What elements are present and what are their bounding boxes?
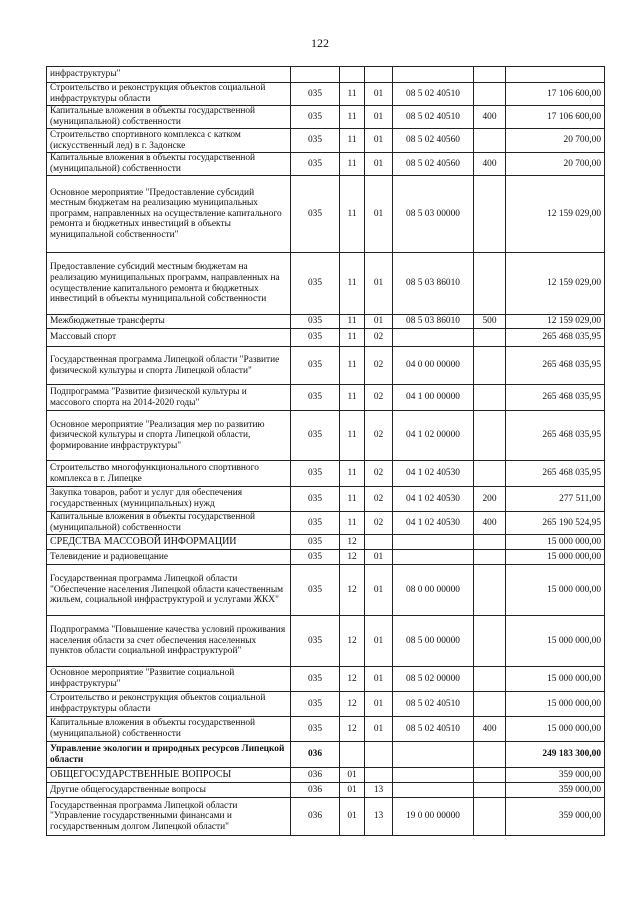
section-code-cell: 12 [340, 535, 365, 550]
target-article-cell: 08 5 03 00000 [393, 176, 474, 253]
subsection-code-cell: 01 [365, 83, 393, 106]
ministry-code-cell: 035 [291, 83, 340, 106]
subsection-code-cell: 01 [365, 153, 393, 176]
expense-type-cell: 500 [474, 315, 506, 329]
amount-cell [506, 67, 605, 83]
amount-cell: 265 468 035,95 [506, 461, 605, 487]
amount-cell: 17 106 600,00 [506, 106, 605, 129]
target-article-cell: 08 0 00 00000 [393, 565, 474, 616]
subsection-code-cell: 01 [365, 106, 393, 129]
target-article-cell [393, 535, 474, 550]
table-row [47, 253, 605, 315]
row-name-cell: Телевидение и радиовещание [47, 550, 291, 565]
section-code-cell: 11 [340, 106, 365, 129]
expense-type-cell: 400 [474, 512, 506, 535]
subsection-code-cell: 01 [365, 667, 393, 692]
ministry-code-cell: 035 [291, 106, 340, 129]
subsection-code-cell: 02 [365, 411, 393, 461]
table-row [47, 83, 605, 106]
section-code-cell: 12 [340, 717, 365, 742]
ministry-code-cell: 035 [291, 616, 340, 667]
table-row [47, 153, 605, 176]
subsection-code-cell: 02 [365, 347, 393, 385]
target-article-cell [393, 783, 474, 798]
expense-type-cell [474, 385, 506, 411]
target-article-cell: 08 5 03 86010 [393, 253, 474, 315]
subsection-code-cell: 02 [365, 512, 393, 535]
subsection-code-cell: 01 [365, 565, 393, 616]
target-article-cell: 08 5 02 40510 [393, 83, 474, 106]
subsection-code-cell: 01 [365, 717, 393, 742]
ministry-code-cell: 035 [291, 487, 340, 512]
amount-cell: 15 000 000,00 [506, 550, 605, 565]
section-code-cell: 11 [340, 253, 365, 315]
row-name-cell: Капитальные вложения в объекты государственной (муниципальной) собственности [47, 512, 291, 535]
expense-type-cell: 400 [474, 153, 506, 176]
ministry-code-cell: 035 [291, 411, 340, 461]
target-article-cell: 04 1 02 40530 [393, 512, 474, 535]
row-name-cell: ОБЩЕГОСУДАРСТВЕННЫЕ ВОПРОСЫ [47, 768, 291, 783]
row-name-cell: Подпрограмма "Повышение качества условий проживания населения области за счет обеспечения населенных пунктов области социальной инфраструктурой" [47, 616, 291, 667]
section-code-cell: 11 [340, 176, 365, 253]
target-article-cell: 19 0 00 00000 [393, 798, 474, 836]
subsection-code-cell: 02 [365, 487, 393, 512]
section-code-cell: 01 [340, 798, 365, 836]
section-code-cell: 11 [340, 153, 365, 176]
expense-type-cell [474, 783, 506, 798]
target-article-cell: 08 5 02 40560 [393, 153, 474, 176]
expense-type-cell: 200 [474, 487, 506, 512]
target-article-cell [393, 768, 474, 783]
section-code-cell: 11 [340, 315, 365, 329]
subsection-code-cell: 01 [365, 550, 393, 565]
expense-type-cell: 400 [474, 717, 506, 742]
subsection-code-cell: 13 [365, 783, 393, 798]
ministry-code-cell: 035 [291, 153, 340, 176]
expense-type-cell [474, 535, 506, 550]
amount-cell: 15 000 000,00 [506, 616, 605, 667]
subsection-code-cell: 02 [365, 461, 393, 487]
row-name-cell: Капитальные вложения в объекты государственной (муниципальной) собственности [47, 153, 291, 176]
row-name-cell: Массовый спорт [47, 329, 291, 347]
budget-table [46, 66, 605, 836]
target-article-cell: 08 5 00 00000 [393, 616, 474, 667]
section-code-cell: 11 [340, 83, 365, 106]
row-name-cell: Капитальные вложения в объекты государственной (муниципальной) собственности [47, 717, 291, 742]
amount-cell: 20 700,00 [506, 129, 605, 153]
row-name-cell: Государственная программа Липецкой области "Обеспечение населения Липецкой области качественным жильем, социальной инфраструктурой и услугами ЖКХ" [47, 565, 291, 616]
table-row [47, 550, 605, 565]
page-number: 122 [311, 36, 329, 50]
subsection-code-cell [365, 535, 393, 550]
expense-type-cell [474, 329, 506, 347]
row-name-cell: Подпрограмма "Развитие физической культуры и массового спорта на 2014-2020 годы" [47, 385, 291, 411]
amount-cell: 15 000 000,00 [506, 667, 605, 692]
row-name-cell: Основное мероприятие "Развитие социальной инфраструктуры" [47, 667, 291, 692]
table-row [47, 487, 605, 512]
row-name-cell: Строительство и реконструкция объектов социальной инфраструктуры области [47, 83, 291, 106]
amount-cell: 265 468 035,95 [506, 347, 605, 385]
row-name-cell: Строительство спортивного комплекса с катком (искусственный лед) в г. Задонске [47, 129, 291, 153]
target-article-cell [393, 67, 474, 83]
table-row [47, 512, 605, 535]
ministry-code-cell: 035 [291, 329, 340, 347]
table-row [47, 783, 605, 798]
target-article-cell [393, 550, 474, 565]
expense-type-cell [474, 550, 506, 565]
target-article-cell: 04 1 00 00000 [393, 385, 474, 411]
row-name-cell: СРЕДСТВА МАССОВОЙ ИНФОРМАЦИИ [47, 535, 291, 550]
section-code-cell: 12 [340, 616, 365, 667]
expense-type-cell [474, 347, 506, 385]
section-code-cell: 11 [340, 512, 365, 535]
subsection-code-cell [365, 67, 393, 83]
table-row [47, 315, 605, 329]
ministry-code-cell: 035 [291, 535, 340, 550]
expense-type-cell [474, 616, 506, 667]
table-row [47, 106, 605, 129]
target-article-cell: 04 1 02 00000 [393, 411, 474, 461]
table-row [47, 461, 605, 487]
ministry-code-cell: 035 [291, 347, 340, 385]
table-row [47, 347, 605, 385]
section-code-cell: 12 [340, 565, 365, 616]
subsection-code-cell [365, 742, 393, 768]
amount-cell: 15 000 000,00 [506, 565, 605, 616]
amount-cell: 359 000,00 [506, 768, 605, 783]
ministry-code-cell: 036 [291, 783, 340, 798]
amount-cell: 359 000,00 [506, 783, 605, 798]
subsection-code-cell: 02 [365, 329, 393, 347]
subsection-code-cell: 01 [365, 253, 393, 315]
section-code-cell: 12 [340, 667, 365, 692]
target-article-cell: 08 5 03 86010 [393, 315, 474, 329]
ministry-code-cell: 036 [291, 798, 340, 836]
ministry-code-cell: 035 [291, 717, 340, 742]
row-name-cell: инфраструктуры" [47, 67, 291, 83]
expense-type-cell [474, 692, 506, 717]
row-name-cell: Капитальные вложения в объекты государственной (муниципальной) собственности [47, 106, 291, 129]
ministry-code-cell: 035 [291, 176, 340, 253]
ministry-code-cell: 035 [291, 461, 340, 487]
table-row [47, 717, 605, 742]
target-article-cell [393, 742, 474, 768]
section-code-cell: 01 [340, 783, 365, 798]
subsection-code-cell: 01 [365, 692, 393, 717]
amount-cell: 20 700,00 [506, 153, 605, 176]
amount-cell: 12 159 029,00 [506, 176, 605, 253]
row-name-cell: Основное мероприятие "Реализация мер по развитию физической культуры и спорта Липецкой области, формирование инфраструктуры" [47, 411, 291, 461]
budget-table-body [47, 67, 605, 836]
expense-type-cell [474, 253, 506, 315]
row-name-cell: Государственная программа Липецкой области "Управление государственными финансами и государственным долгом Липецкой области" [47, 798, 291, 836]
table-row [47, 385, 605, 411]
table-row [47, 535, 605, 550]
amount-cell: 265 468 035,95 [506, 411, 605, 461]
subsection-code-cell: 01 [365, 315, 393, 329]
section-code-cell: 11 [340, 385, 365, 411]
table-row [47, 411, 605, 461]
table-row [47, 176, 605, 253]
table-row [47, 742, 605, 768]
expense-type-cell [474, 768, 506, 783]
table-row [47, 768, 605, 783]
ministry-code-cell: 035 [291, 565, 340, 616]
row-name-cell: Строительство и реконструкция объектов социальной инфраструктуры области [47, 692, 291, 717]
row-name-cell: Предоставление субсидий местным бюджетам на реализацию муниципальных программ, направленных на осуществление капитального ремонта и бюджетных инвестиций в объекты муниципальной собственности [47, 253, 291, 315]
subsection-code-cell: 01 [365, 129, 393, 153]
ministry-code-cell: 035 [291, 512, 340, 535]
table-row [47, 692, 605, 717]
section-code-cell: 11 [340, 347, 365, 385]
amount-cell: 17 106 600,00 [506, 83, 605, 106]
amount-cell: 15 000 000,00 [506, 535, 605, 550]
expense-type-cell [474, 176, 506, 253]
row-name-cell: Другие общегосударственные вопросы [47, 783, 291, 798]
section-code-cell: 11 [340, 129, 365, 153]
section-code-cell [340, 742, 365, 768]
row-name-cell: Основное мероприятие "Предоставление субсидий местным бюджетам на реализацию муниципальных программ, направленных на осуществление капитального ремонта и бюджетных инвестиций в объекты муниципальной собственности" [47, 176, 291, 253]
amount-cell: 359 000,00 [506, 798, 605, 836]
amount-cell: 12 159 029,00 [506, 315, 605, 329]
section-code-cell: 12 [340, 692, 365, 717]
ministry-code-cell: 035 [291, 550, 340, 565]
row-name-cell: Межбюджетные трансферты [47, 315, 291, 329]
expense-type-cell [474, 461, 506, 487]
subsection-code-cell [365, 768, 393, 783]
table-row [47, 129, 605, 153]
subsection-code-cell: 02 [365, 385, 393, 411]
table-row [47, 616, 605, 667]
table-row [47, 798, 605, 836]
section-code-cell: 12 [340, 550, 365, 565]
expense-type-cell [474, 742, 506, 768]
ministry-code-cell: 035 [291, 315, 340, 329]
expense-type-cell [474, 565, 506, 616]
section-code-cell: 11 [340, 487, 365, 512]
subsection-code-cell: 01 [365, 176, 393, 253]
target-article-cell: 08 5 02 40510 [393, 717, 474, 742]
ministry-code-cell: 035 [291, 129, 340, 153]
ministry-code-cell: 036 [291, 742, 340, 768]
target-article-cell: 08 5 02 40510 [393, 106, 474, 129]
section-code-cell [340, 67, 365, 83]
expense-type-cell [474, 83, 506, 106]
target-article-cell: 04 1 02 40530 [393, 461, 474, 487]
ministry-code-cell: 036 [291, 768, 340, 783]
expense-type-cell [474, 667, 506, 692]
expense-type-cell [474, 129, 506, 153]
table-row [47, 329, 605, 347]
section-code-cell: 01 [340, 768, 365, 783]
row-name-cell: Государственная программа Липецкой области "Развитие физической культуры и спорта Липецкой области" [47, 347, 291, 385]
table-row [47, 67, 605, 83]
amount-cell: 15 000 000,00 [506, 717, 605, 742]
amount-cell: 265 468 035,95 [506, 385, 605, 411]
expense-type-cell [474, 798, 506, 836]
target-article-cell: 08 5 02 40560 [393, 129, 474, 153]
subsection-code-cell: 01 [365, 616, 393, 667]
ministry-code-cell: 035 [291, 385, 340, 411]
amount-cell: 277 511,00 [506, 487, 605, 512]
target-article-cell: 08 5 02 00000 [393, 667, 474, 692]
expense-type-cell [474, 411, 506, 461]
ministry-code-cell: 035 [291, 667, 340, 692]
amount-cell: 265 468 035,95 [506, 329, 605, 347]
subsection-code-cell: 13 [365, 798, 393, 836]
target-article-cell: 04 1 02 40530 [393, 487, 474, 512]
target-article-cell [393, 329, 474, 347]
table-row [47, 667, 605, 692]
section-code-cell: 11 [340, 461, 365, 487]
row-name-cell: Закупка товаров, работ и услуг для обеспечения государственных (муниципальных) нужд [47, 487, 291, 512]
target-article-cell: 08 5 02 40510 [393, 692, 474, 717]
section-code-cell: 11 [340, 329, 365, 347]
expense-type-cell: 400 [474, 106, 506, 129]
expense-type-cell [474, 67, 506, 83]
section-code-cell: 11 [340, 411, 365, 461]
ministry-code-cell [291, 67, 340, 83]
amount-cell: 249 183 300,00 [506, 742, 605, 768]
row-name-cell: Строительство многофункционального спортивного комплекса в г. Липецке [47, 461, 291, 487]
target-article-cell: 04 0 00 00000 [393, 347, 474, 385]
row-name-cell: Управление экологии и природных ресурсов Липецкой области [47, 742, 291, 768]
amount-cell: 265 190 524,95 [506, 512, 605, 535]
table-row [47, 565, 605, 616]
ministry-code-cell: 035 [291, 692, 340, 717]
amount-cell: 12 159 029,00 [506, 253, 605, 315]
amount-cell: 15 000 000,00 [506, 692, 605, 717]
ministry-code-cell: 035 [291, 253, 340, 315]
